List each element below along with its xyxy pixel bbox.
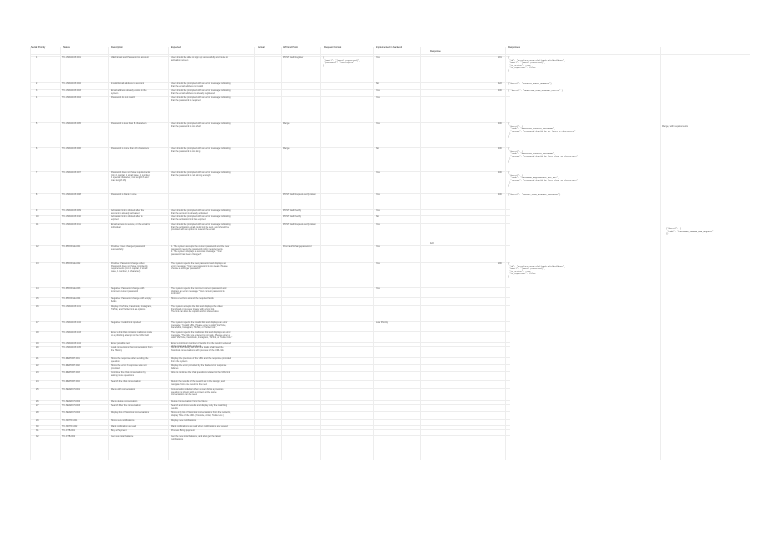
cell-n: 2 (36, 83, 38, 85)
cell-id: TC-USIGNUP-102 (62, 322, 81, 324)
cell-e: The system rejects the malicious link and displays an error message "The link you entered is not safe. Please enter a valid YouTube, Facebook, Instagram, TikTok, or Twitter link." (171, 332, 233, 340)
cell-code: 400 (498, 194, 502, 196)
cell-fmt: { "email": "[email protected]", "password": "Secret@123" } (323, 56, 361, 67)
cell-id: TC-SEARCH-002 (62, 401, 80, 403)
cell-api: POST /auth/verify (283, 210, 302, 212)
cell-n: 21 (36, 358, 39, 360)
cell-res: { "detail": { "code": "REGISTER_INVALID_PASSWORD", "reason": "Password should be less than 16 characters" } } (508, 147, 578, 163)
cell-impl: Low Priority (376, 322, 388, 324)
cell-n: 19 (36, 343, 39, 345)
cell-n: 6 (36, 148, 38, 150)
cell-d: Search the chat conversation (111, 381, 141, 383)
cell-d: Password is less than 8 characters (111, 123, 147, 125)
cell-e: Mark notifications as read when notifications are viewed (171, 426, 228, 428)
cell-e: Get the new total balance, and also get the latest notifications (171, 436, 221, 441)
cell-n: 17 (36, 322, 39, 324)
cell-d: Password does not have requirements (min 1 capital, 1 small case, 1 number, 1 special character, min length 8 and max length 16) (111, 172, 151, 182)
cell-id: TC-USIGNUP-011 (62, 224, 81, 226)
cell-e: The system rejects the new password and displays an error message "Your new password is too weak. Please choose a stronger password". (171, 263, 228, 271)
cell-e: Process Bring payment (171, 430, 195, 432)
mid-status-code: 422 (430, 243, 434, 245)
cell-impl: Yes (376, 194, 380, 196)
cell-d: Email access is secure, or the email is individual (111, 224, 150, 229)
cell-n: 13 (36, 263, 39, 265)
cell-id: TC-USIGNUP-105 (62, 347, 81, 349)
cell-n: 4 (36, 97, 38, 99)
cell-e: User should be prompted with an error message indicating that the password is not strong enough (171, 172, 231, 177)
cell-impl: Yes (376, 97, 380, 99)
cell-id: TC-PROFILE-003 (62, 288, 81, 290)
cell-impl: No (376, 83, 379, 85)
cell-n: 14 (36, 288, 39, 290)
cell-id: TC-NOTIF-002 (62, 426, 78, 428)
cell-e: The system accepts the link and displays the video thumbnail or preview image with a box link. The link can also be copied and/or shared also. (171, 306, 223, 314)
cell-impl: Yes (376, 90, 380, 92)
cell-n: 16 (36, 306, 39, 308)
cell-n: 9 (36, 210, 38, 212)
cell-n: 27 (36, 405, 39, 407)
cell-code: 400 (498, 172, 502, 174)
cell-impl: Yes (376, 263, 380, 265)
cell-d: Show new notifications (111, 420, 135, 422)
cell-code: 422 (498, 83, 502, 85)
cell-n: 23 (36, 372, 39, 374)
cell-id: TC-USIGNUP-008 (62, 194, 81, 196)
cell-d: Password is more than 16 characters (111, 148, 149, 150)
cell-id: TC-USIGNUP-004 (62, 97, 81, 99)
cell-e: Display the previous of the URL and the response provided from the system (171, 358, 232, 363)
cell-res: {"detail": "INVALID_EMAIL_ADDRESS"} (508, 82, 552, 85)
cell-n: 22 (36, 365, 39, 367)
cell-id: TC-USIGNUP-101 (62, 306, 81, 308)
cell-n: 1 (36, 57, 38, 59)
cell-n: 29 (36, 420, 39, 422)
cell-d: Positive: User changed password successfully (111, 246, 146, 251)
cell-id: TC-NOTIF-001 (62, 420, 78, 422)
cell-n: 3 (36, 90, 38, 92)
cell-e: Search and show results and display only the matching results (171, 405, 228, 410)
cell-n: 24 (36, 381, 39, 383)
cell-d: Load conversions that conversation from the History (111, 347, 153, 352)
cell-res: { "detail": { "code": "PASSWORD_REQUIREMENT_NOT_MET", "reason": "Password should be less than 16 characters" } } (508, 171, 578, 187)
cell-e: User should be prompted with an error message indicating that the password is too short (171, 123, 231, 128)
cell-api: POST /auth/register (283, 57, 304, 59)
cell-id: TC-USIGNUP-007 (62, 172, 81, 174)
cell-d: Password is blank / none (111, 194, 137, 196)
cell-id: TC-REPORT-002 (62, 365, 80, 367)
cell-e: User should be prompted with an error message indicating that the email address is invalid (171, 83, 231, 88)
cell-e: Display the error provided by the backend or response failures (171, 365, 227, 370)
cell-d: Activation link is clicked after is expired (111, 216, 143, 221)
header-status: Status (63, 46, 70, 49)
side-response-block: {"detail": { "code": "PASSWORD_CHANGE_BAD_REQUEST" }} (666, 227, 714, 236)
cell-d: Get new total balance (111, 436, 134, 438)
cell-api: Merge (283, 148, 290, 150)
cell-n: 26 (36, 401, 39, 403)
cell-id: TC-USIGNUP-010 (62, 216, 81, 218)
cell-d: Display YouTube, Facebook, Instagram, TikTok, and Twitter link as options (111, 306, 152, 311)
cell-e: User should be prompted with an error message indicating that the email address is already registered (171, 90, 231, 95)
cell-d: Email address already exists in the system (111, 90, 147, 95)
merge-note: Merge, with requirements (662, 126, 688, 128)
cell-id: TC-REPORT-001 (62, 358, 80, 360)
cell-id: TC-USIGNUP-003 (62, 90, 81, 92)
cell-id: TC-CTB-001 (62, 430, 76, 432)
cell-impl: Yes (376, 57, 380, 59)
cell-impl: Yes (376, 246, 380, 248)
cell-e: Show a red box around the required fields (171, 298, 214, 300)
cell-id: TC-PROFILE-001 (62, 246, 81, 248)
cell-e: User should be prompted with an error message indicating that the account is already activated (171, 210, 231, 215)
cell-d: Valid Email and Password to account (111, 57, 149, 59)
cell-impl: Yes (376, 224, 380, 226)
cell-code: 400 (498, 123, 502, 125)
cell-code: 400 (498, 148, 502, 150)
cell-id: TC-SEARCH-004 (62, 412, 80, 414)
cell-n: 12 (36, 246, 39, 248)
cell-impl: No (376, 148, 379, 150)
cell-e: Enter a minimum number of words 4 to the result it entered of the total and Click on Send (171, 343, 231, 348)
cell-d: Password do not match (111, 97, 136, 99)
header-actual: Actual (258, 46, 265, 49)
cell-id: TC-SEARCH-001 (62, 389, 80, 391)
cell-e: Click on the history tab then the loads shall load the historical conversations with preview of the URL link (171, 347, 224, 352)
cell-impl: Yes (376, 288, 380, 290)
cell-n: 25 (36, 389, 39, 391)
cell-e: Show only list of historical conversations from the network, display Title of the URL (Youtube, Artist, Twitter etc.) (171, 412, 231, 417)
cell-e: Display new notifications (171, 420, 197, 422)
cell-code: 400 (498, 90, 502, 92)
cell-n: 31 (36, 430, 39, 432)
cell-e: The system rejects the invalid link and displays an error message: "Invalid URL. Please enter a valid YouTube, Facebook, Instagram, TikTok, or Twitter link." (171, 322, 228, 330)
cell-res: { "detail": { "code": "REGISTER_INVALID_PASSWORD", "reason": "Password should be at least 8 characters" } } (508, 122, 576, 138)
cell-api: Merge (283, 123, 290, 125)
cell-n: 15 (36, 298, 39, 300)
cell-d: Continue the chat conversation by asking more questions (111, 372, 146, 377)
cell-n: 28 (36, 412, 39, 414)
cell-code: 201 (498, 57, 502, 59)
cell-e: User should be prompted with an error message indicating that the password is too long (171, 148, 231, 153)
cell-d: Negative: Password change with empty fields (111, 298, 152, 303)
cell-res: { "id": "37aaf4ca-a875-4f4f-b9d4-3f8fbcdfba92", "email": "[email protected]", "is_active": true, "is_superuser": false } (508, 262, 566, 278)
cell-res: {"detail": "VERIFY_USER_ALREADY_VERIFIED"} (508, 193, 561, 196)
cell-e: Conversation sidebar when a user clicks a previous question is shown with a context at the same conversation can be seen (171, 389, 224, 397)
header-implemented: Implemented in backend (376, 46, 403, 49)
header-responses: Responses (508, 46, 520, 49)
cell-n: 30 (36, 426, 39, 428)
cell-impl: No (376, 216, 379, 218)
cell-impl: Yes (376, 210, 380, 212)
cell-e: The system rejects the incorrect current password and displays an error message "Your current password is incorrect". (171, 288, 227, 296)
cell-id: TC-PROFILE-004 (62, 298, 81, 300)
cell-e: Delete Conversation from the Menu (171, 401, 208, 403)
cell-id: TC-USIGNUP-002 (62, 83, 81, 85)
cell-d: Buy a Payment (111, 430, 127, 432)
cell-id: TC-USIGNUP-005 (62, 123, 81, 125)
cell-d: Activation link is clicked after the account is already activated (111, 210, 145, 215)
cell-d: Show the response after sending the question (111, 358, 149, 363)
cell-d: Negative: Invalid link inputted (111, 322, 141, 324)
cell-id: TC-SEARCH-003 (62, 405, 80, 407)
cell-d: Mark notification as read (111, 426, 137, 428)
cell-d: Search filter the conversation (111, 405, 141, 407)
header-response: Response (430, 50, 441, 53)
cell-d: Enter possible text (111, 343, 130, 345)
cell-impl: Yes (376, 123, 380, 125)
cell-n: 7 (36, 172, 38, 174)
cell-api: POST /auth/verify (283, 216, 302, 218)
cell-id: TC-USIGNUP-001 (62, 57, 81, 59)
cell-e: Able to continue the chat questions related to the URL link (171, 372, 231, 374)
cell-id: TC-CTB-002 (62, 436, 76, 438)
cell-code: 200 (498, 263, 502, 265)
cell-n: 20 (36, 347, 39, 349)
cell-d: Invalid Email address to account (111, 83, 145, 85)
cell-e: User should be prompted with an error message indicating that the activation link has expired (171, 216, 231, 221)
cell-d: Enter a link that contains malicious code or a phishing attempt to the URL field (111, 332, 152, 337)
cell-api: Post /auth/changepassword (283, 246, 312, 248)
cell-n: 18 (36, 332, 39, 334)
cell-n: 11 (36, 224, 39, 226)
cell-d: Positive: Password change when Password does not have complexity requirements (min 1 capital, 1 small case, 1 number, 1 character) (111, 263, 148, 273)
cell-id: TC-USIGNUP-009 (62, 210, 81, 212)
cell-d: Display list of historical conversations (111, 412, 150, 414)
cell-n: 8 (36, 194, 38, 196)
cell-n: 5 (36, 123, 38, 125)
cell-d: Negative: Password change with incorrect current password (111, 288, 145, 293)
cell-e: User should be able to sign up successfully and route to activation screen (171, 57, 228, 62)
header-description: Description (111, 46, 123, 49)
cell-d: Show the error if response was not provided (111, 365, 147, 370)
cell-e: Return the results of the search as in the design, and navigate from one result to the next (171, 381, 225, 386)
cell-res: { "id": "37aaf4ca-a875-4f4f-b9d4-3f8fbcdfba92", "email": "[email protected]", "is_active": true, "is_superuser": false } (508, 56, 566, 72)
cell-d: Menu delete conversation (111, 401, 138, 403)
cell-n: 10 (36, 216, 39, 218)
cell-e: 1. The system accepts the current password and the new password meets the password policy requirements. 2. The system displays a success message: "Your password has been changed". (171, 246, 230, 256)
cell-d: Menu with conversation (111, 389, 136, 391)
cell-id: TC-REPORT-004 (62, 381, 80, 383)
cell-id: TC-USIGNUP-104 (62, 343, 81, 345)
cell-e: User should be prompted with an error message indicating that the activation email could not be sent, and should be provided with an option to resend the email (171, 224, 231, 232)
cell-id: TC-USIGNUP-103 (62, 332, 81, 334)
header-request-format: Request Format (324, 46, 342, 49)
cell-impl: Yes (376, 172, 380, 174)
cell-n: 32 (36, 436, 39, 438)
cell-id: TC-REPORT-003 (62, 372, 80, 374)
header-expected: Expected (171, 46, 181, 49)
cell-res: { "detail": "REGISTER_USER_ALREADY_EXISTS" } (508, 89, 563, 92)
cell-id: TC-USIGNUP-006 (62, 148, 81, 150)
header-sno: Serial Priority (31, 46, 46, 49)
cell-e: User should be prompted with an error message indicating that the password is required (171, 97, 231, 102)
cell-api: POST /auth/request-verify-token (283, 194, 316, 196)
header-api: API End Point (283, 46, 298, 49)
cell-api: POST /auth/request-verify-token (283, 224, 316, 226)
cell-id: TC-PROFILE-002 (62, 263, 81, 265)
